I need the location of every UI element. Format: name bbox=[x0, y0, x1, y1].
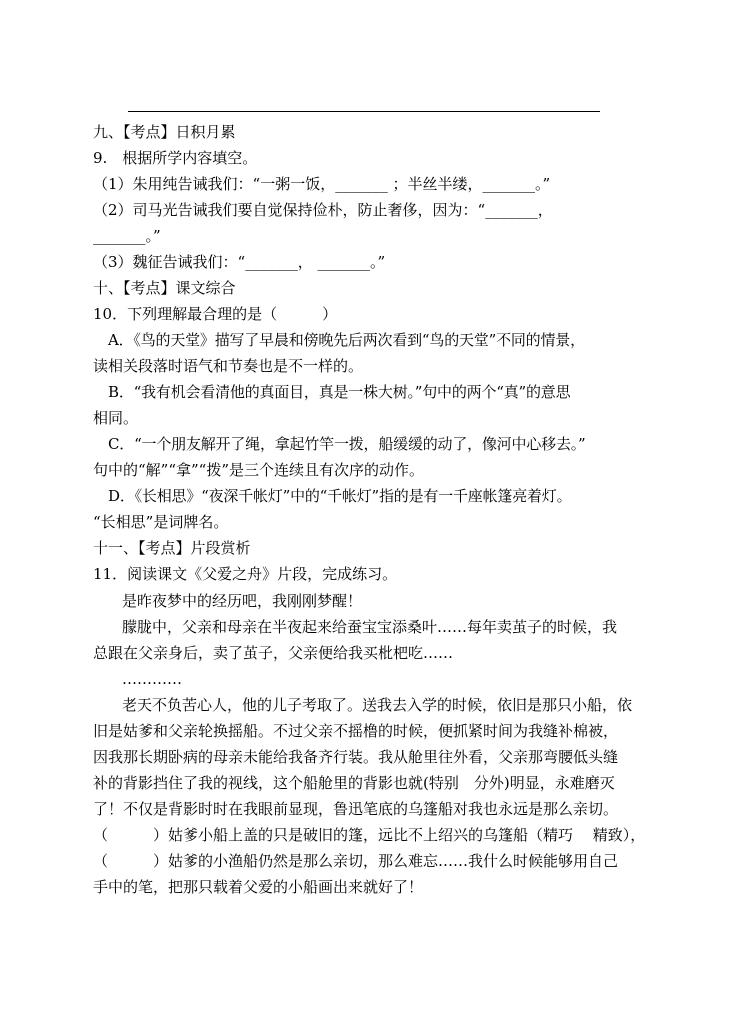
option-d-line-1: D．《长相思》“夜深千帐灯”中的“千帐灯”指的是有一千座帐篷亮着灯。 bbox=[108, 487, 572, 505]
passage-paragraph-2-line-1: 朦胧中，父亲和母亲在半夜起来给蚕宝宝添桑叶……每年卖茧子的时候，我 bbox=[122, 618, 618, 636]
passage-ellipsis: ………… bbox=[122, 670, 182, 688]
passage-paragraph-3-line-5: 了！不仅是背影时时在我眼前显现，鲁迅笔底的乌篷船对我也永远是那么亲切。 bbox=[93, 800, 619, 818]
question-11: 11．阅读课文《父爱之舟》片段，完成练习。 bbox=[93, 565, 398, 583]
option-d-line-2: “长相思”是词牌名。 bbox=[93, 513, 229, 531]
option-b-line-2: 相同。 bbox=[93, 409, 139, 427]
question-10: 10．下列理解最合理的是（ ） bbox=[93, 305, 338, 323]
question-9-item-2-line-2: _______。” bbox=[93, 227, 161, 245]
passage-paragraph-3-line-2: 旧是姑爹和父亲轮换摇船。不过父亲不摇橹的时候，便抓紧时间为我缝补棉被， bbox=[93, 722, 619, 740]
question-9-item-3: （3）魏征告诫我们：“_______， _______。” bbox=[93, 253, 386, 271]
passage-paragraph-3-line-8: 手中的笔，把那只载着父爱的小船画出来就好了！ bbox=[93, 878, 424, 896]
answer-blank-line bbox=[128, 111, 600, 112]
section-10-heading: 十、【考点】课文综合 bbox=[93, 279, 236, 297]
passage-paragraph-3-line-6: （ ）姑爹小船上盖的只是破旧的篷，远比不上绍兴的乌篷船（精巧 精致）， bbox=[93, 826, 646, 844]
option-a-line-2: 读相关段落时语气和节奏也是不一样的。 bbox=[93, 357, 364, 375]
question-9-item-2-line-1: （2）司马光告诫我们要自觉保持俭朴，防止奢侈，因为：“_______， bbox=[93, 201, 553, 219]
option-a-line-1: A．《鸟的天堂》描写了早晨和傍晚先后两次看到“鸟的天堂”不同的情景， bbox=[108, 331, 585, 349]
question-9-item-1: （1）朱用纯告诫我们：“一粥一饭，_______ ；半丝半缕，_______。” bbox=[93, 175, 551, 193]
option-c-line-2: 句中的“解”“拿”“拨”是三个连续且有次序的动作。 bbox=[93, 461, 425, 479]
passage-paragraph-3-line-1: 老天不负苦心人，他的儿子考取了。送我去入学的时候，依旧是那只小船，依 bbox=[122, 696, 633, 714]
section-9-heading: 九、【考点】日积月累 bbox=[93, 123, 236, 141]
section-11-heading: 十一、【考点】片段赏析 bbox=[93, 539, 251, 557]
passage-paragraph-3-line-4: 补的背影挡住了我的视线，这个船舱里的背影也就(特别 分外)明显，永难磨灭 bbox=[93, 774, 615, 792]
passage-paragraph-3-line-7: （ ）姑爹的小渔船仍然是那么亲切，那么难忘……我什么时候能够用自己 bbox=[93, 852, 619, 870]
option-c-line-1: C．“一个朋友解开了绳，拿起竹竿一拨，船缓缓的动了，像河中心移去。” bbox=[108, 435, 586, 453]
passage-paragraph-1: 是昨夜梦中的经历吧，我刚刚梦醒！ bbox=[122, 592, 363, 610]
passage-paragraph-2-line-2: 总跟在父亲身后，卖了茧子，父亲便给我买枇杷吃…… bbox=[93, 644, 454, 662]
option-b-line-1: B．“我有机会看清他的真面目，真是一株大树。”句中的两个“真”的意思 bbox=[108, 383, 571, 401]
question-9: 9. 根据所学内容填空。 bbox=[93, 149, 258, 167]
passage-paragraph-3-line-3: 因我那长期卧病的母亲未能给我备齐行装。我从舱里往外看，父亲那弯腰低头缝 bbox=[93, 748, 619, 766]
